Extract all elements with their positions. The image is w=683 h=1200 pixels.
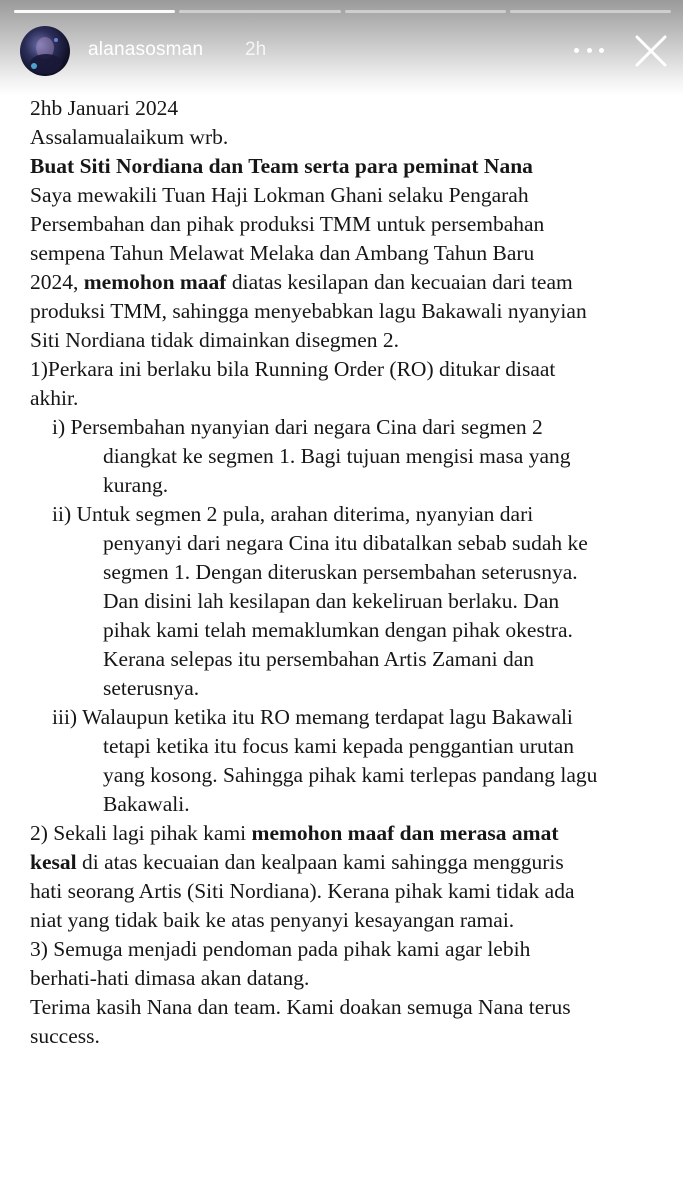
apology-emphasis: memohon maaf (83, 270, 227, 294)
apology-emphasis: memohon maaf dan merasa amat (251, 821, 559, 845)
paragraph-line: sempena Tahun Melawat Melaka dan Ambang Tahun Baru (30, 241, 535, 265)
subpoint-iii-line: yang kosong. Sahingga pihak kami terlepas pandang lagu (103, 763, 598, 787)
subpoint-ii-line: seterusnya. (103, 676, 200, 700)
avatar-image (20, 26, 70, 76)
subpoint-ii-line: penyanyi dari negara Cina itu dibatalkan sebab sudah ke (103, 531, 588, 555)
more-horizontal-icon-dot (574, 48, 579, 53)
subpoint-ii-line: Dan disini lah kesilapan dan kekeliruan berlaku. Dan (103, 589, 560, 613)
letter-date: 2hb Januari 2024 (30, 96, 179, 120)
subpoint-i-line: i) Persembahan nyanyian dari negara Cina dari segmen 2 (52, 415, 543, 439)
subpoint-i-line: kurang. (103, 473, 169, 497)
subpoint-ii-line: segmen 1. Dengan diteruskan persembahan seterusnya. (103, 560, 578, 584)
apology-emphasis: kesal (30, 850, 77, 874)
progress-segment (179, 10, 340, 13)
subpoint-i-line: diangkat ke segmen 1. Bagi tujuan mengisi masa yang (103, 444, 571, 468)
point-2-text: 2) Sekali lagi pihak kami (30, 821, 252, 845)
point-2-text: di atas kecuaian dan kealpaan kami sahingga mengguris (76, 850, 564, 874)
paragraph-line: Persembahan dan pihak produksi TMM untuk persembahan (30, 212, 545, 236)
subpoint-iii-line: iii) Walaupun ketika itu RO memang terdapat lagu Bakawali (52, 705, 573, 729)
post-time: 2h (245, 39, 267, 60)
progress-segment (510, 10, 671, 13)
point-2-line: hati seorang Artis (Siti Nordiana). Kerana pihak kami tidak ada (30, 879, 575, 903)
closing-line: success. (30, 1024, 100, 1048)
point-1-line: 1)Perkara ini berlaku bila Running Order (RO) ditukar disaat (30, 357, 556, 381)
more-horizontal-icon-dot (587, 48, 592, 53)
subpoint-ii-line: ii) Untuk segmen 2 pula, arahan diterima, nyanyian dari (52, 502, 534, 526)
close-icon (634, 34, 668, 68)
subpoint-ii-line: pihak kami telah memaklumkan dengan pihak okestra. (103, 618, 573, 642)
subpoint-iii-line: Bakawali. (103, 792, 190, 816)
progress-segment (14, 10, 175, 13)
paragraph-line: Saya mewakili Tuan Haji Lokman Ghani selaku Pengarah (30, 183, 529, 207)
point-1-line: akhir. (30, 386, 79, 410)
point-2-line: niat yang tidak baik ke atas penyanyi kesayangan ramai. (30, 908, 515, 932)
progress-segment (345, 10, 506, 13)
letter-addressee: Buat Siti Nordiana dan Team serta para peminat Nana (30, 154, 533, 178)
avatar[interactable] (20, 26, 70, 76)
close-button[interactable] (634, 34, 668, 68)
letter-text (30, 94, 670, 1051)
point-3-line: berhati-hati dimasa akan datang. (30, 966, 310, 990)
more-options-button[interactable] (574, 38, 604, 62)
closing-line: Terima kasih Nana dan team. Kami doakan semuga Nana terus (30, 995, 571, 1019)
paragraph-text: diatas kesilapan dan kecuaian dari team (226, 270, 573, 294)
paragraph-line: produksi TMM, sahingga menyebabkan lagu Bakawali nyanyian (30, 299, 587, 323)
point-3-line: 3) Semuga menjadi pendoman pada pihak kami agar lebih (30, 937, 531, 961)
paragraph-text: 2024, (30, 270, 84, 294)
more-horizontal-icon-dot (599, 48, 604, 53)
letter-greeting: Assalamualaikum wrb. (30, 125, 229, 149)
username[interactable]: alanasosman (88, 39, 204, 60)
subpoint-ii-line: Kerana selepas itu persembahan Artis Zamani dan (103, 647, 535, 671)
paragraph-line: Siti Nordiana tidak dimainkan disegmen 2. (30, 328, 400, 352)
story-header (0, 0, 683, 96)
subpoint-iii-line: tetapi ketika itu focus kami kepada penggantian urutan (103, 734, 575, 758)
story-progress-bar (14, 10, 671, 13)
